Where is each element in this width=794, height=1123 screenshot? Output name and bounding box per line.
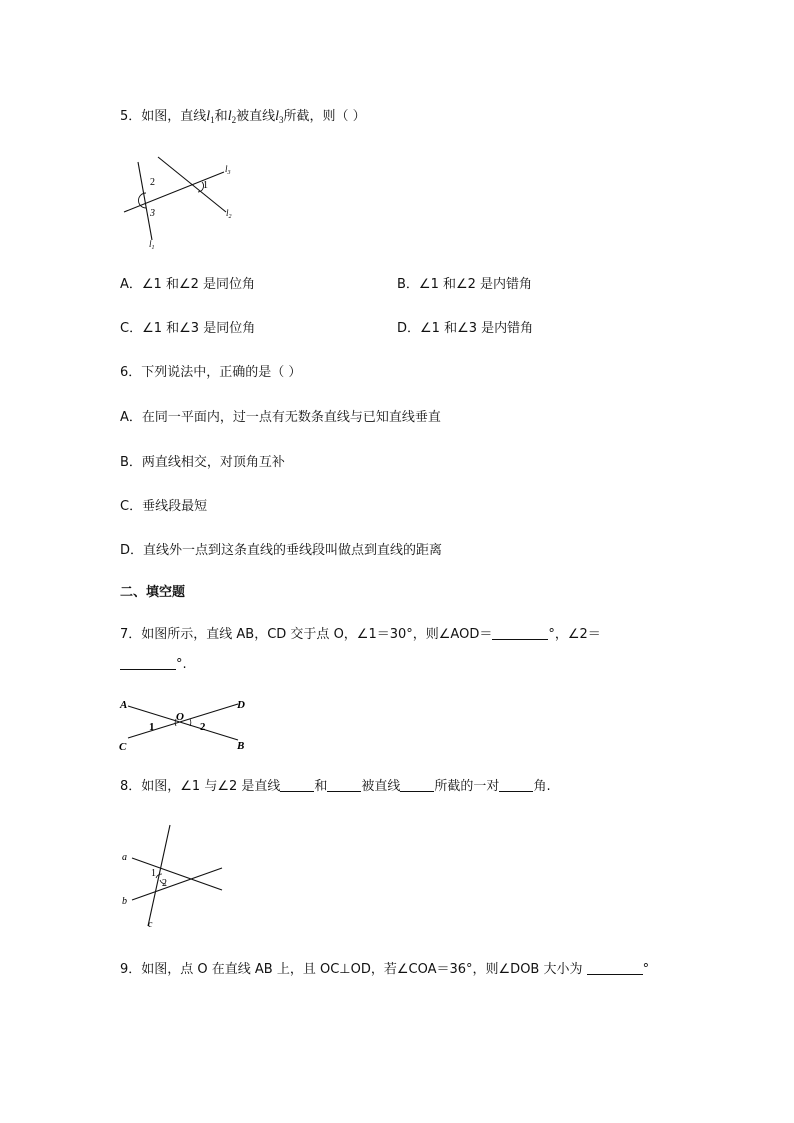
q6-option-d: D．直线外一点到这条直线的垂线段叫做点到直线的距离 [120,543,443,558]
q8-blank-3[interactable] [400,777,434,792]
q8-angle-1: 1 [151,868,156,879]
q7-label-d: D [237,699,245,711]
q8-stem: 8．如图，∠1 与∠2 是直线 和 被直线 所截的一对 角. [120,779,551,794]
q9-stem: 9．如图，点 O 在直线 AB 上，且 OC⊥OD，若∠COA＝36°，则∠DOB 大小为 ° [120,962,650,977]
q7-label-c: C [119,741,127,753]
q7-stem-cont: °. [120,655,187,674]
q8-blank-4[interactable] [499,777,533,792]
q6-option-a: A．在同一平面内，过一点有无数条直线与已知直线垂直 [120,410,441,425]
q8-blank-1[interactable] [280,777,314,792]
q8-figure [118,820,230,932]
q8-label-a: a [122,852,127,863]
q7-figure [116,694,256,754]
q5-option-c: C．∠1 和∠3 是同位角 [120,321,256,336]
q7-blank-angle2[interactable] [120,655,176,670]
q7-angle-2: 2 [200,721,206,733]
q5-label-l3: $l_3$ [225,164,231,176]
q5-option-a: A．∠1 和∠2 是同位角 [120,277,256,292]
q5-angle-1: 1 [203,180,208,191]
q5-figure [118,152,248,252]
q7-angle-1: 1 [149,721,155,733]
q7-blank-aod[interactable] [492,625,548,640]
q7-label-o: O [176,711,184,723]
q7-stem: 7．如图所示，直线 AB，CD 交于点 O，∠1＝30°，则∠AOD＝ °，∠2＝ [120,627,601,642]
q6-option-c: C．垂线段最短 [120,499,208,514]
q5-label-l1: $l_1$ [149,239,155,251]
q5-option-b: B．∠1 和∠2 是内错角 [397,277,533,292]
q5-option-d: D．∠1 和∠3 是内错角 [397,321,534,336]
q9-blank[interactable] [587,960,643,975]
q6-option-b: B．两直线相交，对顶角互补 [120,455,285,470]
q6-stem: 6．下列说法中，正确的是（ ） [120,365,302,380]
q5-stem: 5．如图，直线$l_1$和$l_2$被直线$l_3$所截，则（ ） [120,109,366,125]
q8-blank-2[interactable] [327,777,361,792]
q8-label-c: c [148,919,153,930]
q7-label-a: A [120,699,128,711]
q8-angle-2: 2 [162,878,167,889]
q5-angle-2: 2 [150,177,155,188]
q5-label-l2: $l_2$ [226,208,232,220]
q8-label-b: b [122,896,127,907]
section-title: 二、填空题 [120,585,186,600]
q5-angle-3: 3 [150,208,155,219]
q7-label-b: B [237,740,245,752]
